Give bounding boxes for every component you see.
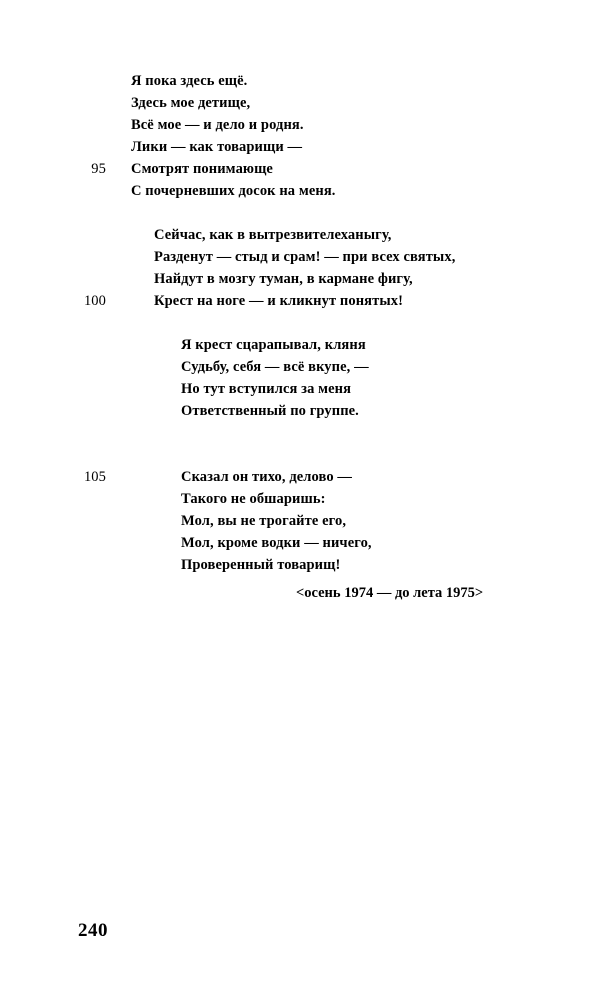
verse-line-number: 95 xyxy=(91,161,106,177)
verse-text: Я пока здесь ещё. xyxy=(131,73,248,89)
verse-text: Смотрят понимающе xyxy=(131,161,273,177)
verse-text: Лики — как товарищи — xyxy=(131,139,303,155)
verse-line xyxy=(0,488,600,510)
verse-line xyxy=(0,356,600,378)
verse-line xyxy=(0,510,600,532)
verse-line xyxy=(0,554,600,576)
verse-line xyxy=(0,92,600,114)
verse-text: Такого не обшаришь: xyxy=(181,491,326,507)
verse-line xyxy=(0,268,600,290)
verse-line xyxy=(0,378,600,400)
verse-line xyxy=(0,334,600,356)
stanza xyxy=(0,224,600,312)
verse-line-number: 100 xyxy=(83,293,106,309)
stanza xyxy=(0,70,600,202)
verse-text: Крест на ноге — и кликнут понятых! xyxy=(154,293,404,309)
verse-text: Но тут вступился за меня xyxy=(181,381,352,397)
stanza xyxy=(0,334,600,422)
verse-text: Ответственный по группе. xyxy=(181,403,359,419)
poem-date-note: <осень 1974 — до лета 1975> xyxy=(296,585,484,601)
verse-text: Мол, кроме водки — ничего, xyxy=(181,535,372,551)
verse-text: Я крест сцарапывал, кляня xyxy=(181,337,366,353)
verse-text: Сейчас, как в вытрезвителеханыгу, xyxy=(154,227,392,243)
page-number: 240 xyxy=(78,920,108,941)
verse-line xyxy=(0,180,600,202)
verse-line xyxy=(0,532,600,554)
verse-text: Разденут — стыд и срам! — при всех святых, xyxy=(154,249,456,265)
verse-line xyxy=(0,136,600,158)
verse-text: Судьбу, себя — всё вкупе, — xyxy=(181,359,369,375)
verse-line xyxy=(0,158,600,180)
verse-line xyxy=(0,466,600,488)
verse-text: Проверенный товарищ! xyxy=(181,557,341,573)
verse-text: С почерневших досок на меня. xyxy=(131,183,336,199)
verse-line xyxy=(0,290,600,312)
verse-line xyxy=(0,70,600,92)
verse-text: Сказал он тихо, делово — xyxy=(181,469,353,485)
verse-line xyxy=(0,246,600,268)
verse-text: Всё мое — и дело и родня. xyxy=(131,117,304,133)
verse-line xyxy=(0,114,600,136)
verse-line-number: 105 xyxy=(83,469,106,485)
verse-text: Здесь мое детище, xyxy=(131,95,251,111)
verse-text: Найдут в мозгу туман, в кармане фигу, xyxy=(154,271,413,287)
poem-body xyxy=(0,70,600,576)
stanza xyxy=(0,466,600,576)
verse-text: Мол, вы не трогайте его, xyxy=(181,513,347,529)
verse-line xyxy=(0,224,600,246)
verse-line xyxy=(0,400,600,422)
